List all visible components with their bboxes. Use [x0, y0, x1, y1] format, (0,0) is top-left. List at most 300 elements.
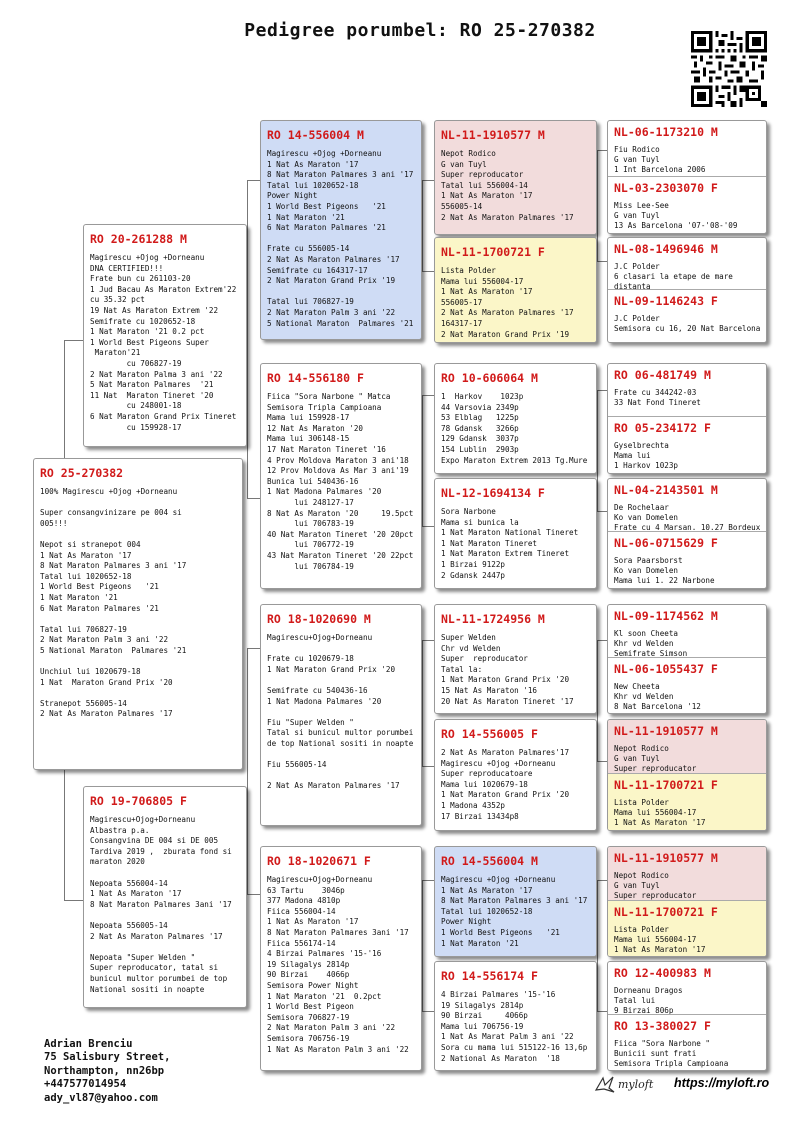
note-line: 1 Nat As Maraton '17 — [614, 945, 706, 954]
notes — [614, 682, 762, 712]
note-line: Mama lui 556004-17 — [614, 808, 697, 817]
note-line — [40, 614, 238, 625]
note-line: Sora Paarsborst — [614, 556, 683, 565]
brand — [594, 1075, 774, 1095]
note-line — [90, 942, 242, 953]
note-line: Ko van Domelen — [614, 566, 679, 575]
note-line: Tatal lui 706827-19 — [40, 624, 127, 634]
card-pair-dsd[interactable] — [607, 719, 767, 831]
note-line — [267, 771, 417, 782]
note-line: 6 Nat Maraton Palmares '21 — [267, 223, 386, 233]
note-line: lui 706772-19 — [267, 540, 354, 550]
note-line: 1 Nat Maraton Grand Prix '20 — [441, 790, 570, 800]
pigeon-id: NL-03-2303070 F — [614, 181, 718, 195]
note-line: Consangvina DE 004 si DE 005 — [90, 836, 219, 846]
card-ssd[interactable] — [434, 237, 597, 343]
note-line: de top National sositi in noapte — [267, 738, 414, 748]
note-line — [267, 234, 417, 245]
card-ss[interactable] — [260, 120, 422, 340]
note-line: Semisora cu 16, 20 Nat Barcelona — [614, 324, 761, 333]
note-line: Maraton'21 — [90, 348, 141, 358]
card-dsdd[interactable] — [608, 773, 766, 831]
notes — [614, 986, 762, 1014]
brand-url-link[interactable]: https://myloft.ro — [674, 1076, 770, 1090]
note-line: Magirescu+Ojog+Dorneanu — [267, 633, 373, 642]
note-line: Magirescu +Ojog +Dorneanu — [267, 149, 382, 158]
note-line: lui 706784-19 — [267, 561, 354, 571]
note-line: 1 Nat Maraton '21 0.2pct — [267, 991, 382, 1001]
note-line: Mama lui 556004-17 — [614, 935, 697, 944]
card-pair-dd[interactable] — [607, 478, 767, 589]
pigeon-id: NL-11-1700721 F — [614, 778, 718, 792]
note-line: 15 Nat As Maraton '16 — [441, 685, 538, 695]
notes — [614, 503, 762, 531]
note-line: 2 Nat As Maraton Palmares '17 — [267, 781, 400, 791]
note-line: Sora Narbone — [441, 507, 496, 516]
pigeon-id: RO 13-380027 F — [614, 1019, 711, 1033]
card-sds[interactable] — [434, 363, 597, 474]
note-line: cu 248001-18 — [90, 401, 182, 411]
note-line: De Rochelaar — [614, 503, 669, 512]
notes — [267, 633, 417, 792]
note-line: 1 Nat As Maraton '17 — [40, 550, 132, 560]
note-line: 1 Nat As Maraton '17 — [267, 159, 359, 169]
note-line: Nepot Rodico — [614, 871, 669, 880]
note-line: G van Tuyl — [614, 881, 660, 890]
note-line — [40, 529, 238, 540]
note-line: 2 Nat As Maraton Palmares'17 — [441, 748, 570, 757]
pigeon-id: RO 14-556004 M — [441, 854, 538, 868]
note-line — [40, 688, 238, 699]
note-line: Super reproducator — [441, 654, 528, 664]
note-line: 19 Nat As Maraton Extrem '22 — [90, 305, 219, 315]
note-line: 8 Nat Barcelona '12 — [614, 702, 701, 711]
note-line: 005!!! — [40, 518, 68, 528]
note-line: 1 Nat As Maraton '17 — [441, 191, 533, 201]
card-sss[interactable] — [434, 120, 597, 235]
note-line: 40 Nat Maraton Tineret '20 20pct — [267, 529, 414, 539]
note-line: Nepoata "Super Welden " — [90, 952, 196, 962]
note-line: Nepot Rodico — [614, 744, 669, 753]
note-line: Magirescu +Ojog +Dorneanu — [441, 758, 556, 768]
note-line: Tatal lui 556004-14 — [441, 180, 528, 190]
note-line: cu 35.32 pct — [90, 295, 145, 305]
note-line: 6 Nat Maraton Palmares '21 — [40, 603, 159, 613]
note-line: 20 Nat As Maraton Tineret '17 — [441, 696, 574, 706]
note-line: maraton 2020 — [90, 857, 145, 867]
note-line: 8 Nat Maraton Palmares 3 ani '17 — [40, 561, 187, 571]
note-line: Nepot Rodico — [441, 149, 496, 158]
notes — [614, 556, 762, 586]
note-line: G van Tuyl — [441, 159, 487, 169]
notes — [267, 149, 417, 329]
note-line: 4 Birzai Palmares '15-'16 — [441, 990, 556, 999]
card-pair-dds[interactable] — [607, 846, 767, 957]
note-line: 6 clasari la etape de mare — [614, 272, 733, 281]
note-line: 1 Nat As Maraton '17 — [441, 287, 533, 297]
notes — [90, 253, 242, 433]
note-line: Mama lui 556004-17 — [441, 276, 524, 286]
notes — [614, 201, 762, 231]
note-line: 1 World Best Pigeons '21 — [267, 201, 386, 211]
note-line: 90 Birzai 4066p — [267, 970, 350, 980]
card-sdds[interactable] — [608, 479, 766, 531]
note-line: Power Night — [441, 917, 492, 927]
pigeon-id: RO 14-556174 F — [441, 969, 538, 983]
note-line: Frate cu 556005-14 — [267, 244, 350, 254]
note-line: Tardiva 2019 , zburata fond si — [90, 846, 232, 856]
note-line: Mama lui 306148-15 — [267, 434, 350, 444]
note-line: 19 Silagalys 2814p — [441, 1000, 524, 1010]
note-line: 1 Nat Maraton National Tineret — [441, 528, 579, 538]
owner-city: Northampton, nn26bp — [44, 1064, 165, 1077]
notes — [614, 314, 762, 334]
card-ddd[interactable] — [434, 961, 597, 1071]
note-line — [267, 675, 417, 686]
note-line: 11 Nat Maraton Tineret '20 — [90, 390, 214, 400]
note-line: 5 National Maraton Palmares '21 — [267, 318, 414, 328]
pigeon-id: NL-11-1910577 M — [614, 851, 718, 865]
note-line: Mama si bunica la — [441, 517, 519, 527]
note-line: Khr vd Welden — [614, 692, 674, 701]
pigeon-id: RO 12-400983 M — [614, 966, 711, 980]
note-line: Mama lui 1020679-18 — [441, 779, 528, 789]
note-line: 19 Silagalys 2814p — [267, 959, 350, 969]
card-subject[interactable] — [33, 458, 243, 770]
note-line: 5 Nat Maraton Palmares '21 — [90, 380, 214, 390]
card-sssd[interactable] — [608, 176, 766, 234]
card-pair-dss[interactable] — [607, 604, 767, 714]
note-line: Semisora Power Night — [267, 980, 359, 990]
notes — [614, 798, 762, 828]
note-line: 17 Birzai 13434p8 — [441, 811, 519, 821]
note-line: 2 Nat Maraton Palma 3 ani '22 — [90, 369, 223, 379]
pigeon-id: NL-06-1055437 F — [614, 662, 718, 676]
connector-subject-dam — [64, 770, 85, 901]
note-line: 556005-14 — [441, 201, 483, 211]
note-line: 8 Nat As Maraton '20 19.5pct — [267, 508, 414, 518]
owner-name: Adrian Brenciu — [44, 1038, 133, 1050]
pigeon-id: RO 14-556004 M — [267, 128, 364, 142]
note-line: Gyselbrechta — [614, 441, 669, 450]
pigeon-logo-icon — [594, 1075, 616, 1095]
pigeon-id: RO 19-706805 F — [90, 794, 187, 808]
notes — [441, 507, 592, 581]
note-line: Fiu "Super Welden " — [267, 717, 354, 727]
note-line: Chr vd Welden — [441, 643, 501, 653]
note-line — [267, 707, 417, 718]
note-line: 154 Lublin 2903p — [441, 444, 519, 454]
note-line: 1 Nat Maraton '21 — [441, 938, 519, 948]
note-line: 8 Nat Maraton Palmares 3 ani '17 — [267, 170, 414, 180]
note-line — [40, 657, 238, 668]
note-line: New Cheeta — [614, 682, 660, 691]
note-line: Magirescu +Ojog +Dorneanu — [441, 875, 556, 884]
card-sdsd[interactable] — [608, 416, 766, 474]
note-line: Kl soon Cheeta — [614, 629, 679, 638]
card-sdss[interactable] — [608, 364, 766, 416]
note-line: bunicul multor porumbei de top — [90, 973, 228, 983]
owner-email[interactable]: ady_vl87@yahoo.com — [44, 1091, 158, 1104]
note-line: 2 Nat As Maraton Palmares '17 — [90, 931, 223, 941]
note-line: 1 Nat As Maraton '17 — [90, 889, 182, 899]
note-line: Fiu Rodico — [614, 145, 660, 154]
pigeon-id: RO 18-1020671 F — [267, 854, 371, 868]
note-line: 13 As Barcelona '07-'08-'09 — [614, 221, 738, 230]
owner-contact — [44, 1038, 170, 1105]
note-line: Fiica "Sora Narbone " — [614, 1039, 711, 1048]
note-line: 9 Birzai 806p — [614, 1006, 674, 1014]
pigeon-id: NL-11-1724956 M — [441, 612, 545, 626]
note-line: 2 Nat Maraton Palm 3 ani '22 — [40, 635, 169, 645]
note-line: 1 Nat As Maraton Palm 3 ani '22 — [267, 1044, 409, 1054]
notes — [614, 1039, 762, 1069]
note-line: Fiica 556174-14 — [267, 938, 336, 948]
pigeon-id: NL-09-1174562 M — [614, 609, 718, 623]
note-line: 2 Nat As Maraton Palmares '17 — [40, 709, 173, 719]
note-line: 1 Nat Maraton Extrem Tineret — [441, 549, 570, 559]
note-line: 8 Nat Maraton Palmares 3ani '17 — [90, 899, 232, 909]
note-line: Mama lui 159928-17 — [267, 413, 350, 423]
note-line: 4 Prov Moldova Maraton 3 ani'18 — [267, 455, 409, 465]
note-line: 1 Harkov 1023p — [614, 461, 679, 470]
card-pair-ds[interactable] — [607, 363, 767, 474]
note-line: Frate bun cu 261103-20 — [90, 274, 191, 284]
brand-logo-text: myloft — [618, 1078, 654, 1091]
notes — [614, 262, 762, 289]
card-dddd[interactable] — [608, 1014, 766, 1071]
note-line: 53 Elblag 1225p — [441, 413, 519, 423]
note-line — [90, 868, 242, 879]
note-line: 377 Madona 4810p — [267, 896, 341, 906]
note-line: 4 Birzai Palmares '15-'16 — [267, 949, 382, 959]
pigeon-id: NL-06-1173210 M — [614, 125, 718, 139]
note-line: Mama lui 706756-19 — [441, 1021, 524, 1031]
pigeon-id: NL-12-1694134 F — [441, 486, 545, 500]
pigeon-id: NL-06-0715629 F — [614, 536, 718, 550]
note-line: Tatal lui 1020652-18 — [40, 571, 132, 581]
pigeon-id: NL-09-1146243 F — [614, 294, 718, 308]
note-line: Super reproducator — [441, 170, 524, 180]
note-line: 100% Magirescu +Ojog +Dorneanu — [40, 487, 178, 496]
note-line: Frate cu 4 Marsan. 10.27 Bordeux — [614, 523, 761, 531]
note-line: Semifrate cu 1020652-18 — [90, 316, 196, 326]
notes — [441, 633, 592, 707]
note-line: 1 Harkov 1023p — [441, 392, 524, 401]
note-line: 78 Gdansk 3266p — [441, 423, 519, 433]
pigeon-id: RO 14-556005 F — [441, 727, 538, 741]
note-line: 2 National As Maraton '18 — [441, 1053, 560, 1063]
note-line: G van Tuyl — [614, 155, 660, 164]
note-line: 1 Nat Maraton Grand Prix '20 — [40, 677, 173, 687]
note-line: 1 Nat Maraton Tineret — [441, 538, 538, 548]
note-line: 1 Nat Madona Palmares '20 — [267, 696, 382, 706]
note-line: 17 Nat Maraton Tineret '16 — [267, 444, 386, 454]
note-line: 2 Nat As Maraton Palmares '17 — [441, 212, 574, 222]
note-line: Stranepot 556005-14 — [40, 698, 127, 708]
note-line: Power Night — [267, 191, 318, 201]
note-line: 1 Nat As Maraton '17 — [267, 917, 359, 927]
pigeon-id: RO 14-556180 F — [267, 371, 364, 385]
pigeon-id: NL-08-1496946 M — [614, 242, 718, 256]
note-line: Fiica "Sora Narbone " Matca — [267, 392, 391, 401]
owner-phone: +447577014954 — [44, 1078, 127, 1091]
note-line: 556005-17 — [441, 297, 483, 307]
note-line: Semisora Tripla Campioana — [267, 402, 382, 412]
note-line: 1 Jud Bacau As Maraton Extrem'22 — [90, 284, 237, 294]
note-line: G van Tuyl — [614, 754, 660, 763]
note-line: Mama lui 1. 22 Narbone — [614, 576, 715, 585]
card-ssss[interactable] — [608, 121, 766, 176]
note-line: Lista Polder — [614, 925, 669, 934]
note-line: Sora cu mama lui 515122-16 13,6p — [441, 1042, 588, 1052]
notes — [40, 487, 238, 720]
note-line: 2 Nat As Maraton Palmares '17 — [441, 308, 574, 318]
card-dsds[interactable] — [608, 720, 766, 773]
note-line: Tatal la: — [441, 664, 483, 674]
pigeon-id: NL-04-2143501 M — [614, 483, 718, 497]
notes — [614, 925, 762, 955]
note-line: Semifrate Simson — [614, 649, 688, 657]
note-line: cu 159928-17 — [90, 422, 182, 432]
note-line: Super reproducatoare — [441, 769, 533, 779]
note-line — [267, 750, 417, 761]
note-line: Lista Polder — [614, 798, 669, 807]
notes — [614, 744, 762, 773]
note-line: Unchiul lui 1020679-18 — [40, 667, 141, 677]
note-line: Fiu 556005-14 — [267, 760, 327, 770]
pigeon-id: NL-11-1700721 F — [441, 245, 545, 259]
card-ds[interactable] — [260, 604, 422, 826]
card-pair-ddd[interactable] — [607, 961, 767, 1071]
card-dsd[interactable] — [434, 719, 597, 831]
owner-street: 75 Salisbury Street, — [44, 1051, 171, 1064]
notes — [267, 875, 417, 1055]
notes — [441, 392, 592, 466]
note-line: 2 Nat Maraton Grand Prix '19 — [441, 329, 570, 339]
note-line: 1 Nat Maraton '21 — [267, 212, 345, 222]
card-sd[interactable] — [260, 363, 422, 589]
note-line: 1 Madona 4352p — [441, 800, 506, 810]
note-line: Albastra p.a. — [90, 825, 150, 835]
note-line: 2 Gdansk 2447p — [441, 570, 506, 580]
note-line: 33 Nat Fond Tineret — [614, 398, 701, 407]
note-line: 1 Nat Maraton '21 0.2 pct — [90, 327, 205, 337]
note-line: Nepoata 556004-14 — [90, 878, 168, 888]
note-line: Dorneanu Dragos — [614, 986, 683, 995]
note-line: 2 Nat Maraton Grand Prix '19 — [267, 276, 396, 286]
note-line: lui 248127-17 — [267, 497, 354, 507]
card-dam[interactable] — [83, 786, 247, 1008]
note-line: 5 National Maraton Palmares '21 — [40, 645, 187, 655]
card-dsss[interactable] — [608, 605, 766, 657]
note-line — [267, 644, 417, 655]
note-line: Semifrate cu 540436-16 — [267, 685, 368, 695]
note-line: Tatal lui — [614, 996, 656, 1005]
note-line: Frate cu 1020679-18 — [267, 654, 354, 664]
pigeon-id: RO 10-606064 M — [441, 371, 538, 385]
card-dssd[interactable] — [608, 657, 766, 714]
note-line: 8 Nat Maraton Palmares 3 ani '17 — [441, 896, 588, 906]
note-line: Magirescu+Ojog+Dorneanu — [267, 875, 373, 884]
note-line: Super consangvinizare pe 004 si — [40, 508, 182, 518]
note-line: Super reproducator — [614, 891, 697, 900]
note-line: 1 Nat As Maraton '17 — [441, 885, 533, 895]
note-line: 1 World Best Pigeon — [267, 1002, 354, 1012]
note-line: 63 Tartu 3046p — [267, 885, 345, 895]
note-line: Tatal lui 1020652-18 — [441, 906, 533, 916]
notes — [90, 815, 242, 995]
card-sdd[interactable] — [434, 478, 597, 589]
note-line: Frate cu 344242-03 — [614, 388, 697, 397]
note-line: 1 Nat Maraton '21 — [40, 592, 118, 602]
note-line: 2 Nat As Maraton Palmares '17 — [267, 254, 400, 264]
note-line: 1 Birzai 9122p — [441, 559, 506, 569]
page-title: Pedigree porumbel: RO 25-270382 — [244, 20, 596, 41]
note-line: J.C Polder — [614, 314, 660, 323]
note-line: 1 Nat Maraton Grand Prix '20 — [267, 664, 396, 674]
notes — [614, 629, 762, 657]
card-pair-sd[interactable] — [607, 237, 767, 343]
card-pair-ss[interactable] — [607, 120, 767, 234]
note-line: 1 Nat Maraton Grand Prix '20 — [441, 675, 570, 685]
note-line: Super reproducator — [614, 764, 697, 773]
notes — [614, 145, 762, 175]
connector-subject-sire — [64, 340, 85, 461]
note-line: G van Tuyl — [614, 211, 660, 220]
note-line: distanta — [614, 282, 651, 289]
pigeon-id: NL-11-1700721 F — [614, 905, 718, 919]
note-line: Magirescu+Ojog+Dorneanu — [90, 815, 196, 824]
note-line: Semisora 706827-19 — [267, 1012, 350, 1022]
card-ssds[interactable] — [608, 238, 766, 289]
note-line: 1 Nat Madona Palmares '20 — [267, 487, 382, 497]
note-line: Super Welden — [441, 633, 496, 642]
note-line: Tatal lui 706827-19 — [267, 297, 354, 307]
note-line: 164317-17 — [441, 318, 483, 328]
card-dd[interactable] — [260, 846, 422, 1071]
note-line: lui 706783-19 — [267, 519, 354, 529]
card-ssdd[interactable] — [608, 289, 766, 343]
card-dds[interactable] — [434, 846, 597, 957]
note-line: Mama lui — [614, 451, 651, 460]
card-dss[interactable] — [434, 604, 597, 714]
note-line: 6 Nat Maraton Grand Prix Tineret — [90, 411, 237, 421]
note-line: 44 Varsovia 2349p — [441, 402, 519, 412]
card-ddsd[interactable] — [608, 900, 766, 957]
note-line: 1 World Best Pigeons Super — [90, 337, 209, 347]
note-line: Semisora Tripla Campioana — [614, 1059, 729, 1068]
note-line: 1 Nat As Marat Palm 3 ani '22 — [441, 1032, 574, 1042]
note-line: Bunicii sunt frati — [614, 1049, 697, 1058]
note-line: 1 World Best Pigeons '21 — [40, 582, 159, 592]
notes — [441, 875, 592, 949]
note-line — [267, 287, 417, 298]
note-line: 8 Nat Maraton Palmares 3ani '17 — [267, 927, 409, 937]
note-line: 90 Birzai 4066p — [441, 1011, 528, 1021]
note-line: 2 Nat Maraton Palm 3 ani '22 — [267, 307, 396, 317]
card-sddd[interactable] — [608, 531, 766, 589]
card-ddds[interactable] — [608, 962, 766, 1014]
card-ddss[interactable] — [608, 847, 766, 900]
notes — [441, 748, 592, 822]
card-sire[interactable] — [83, 224, 247, 447]
note-line: 2 Nat Maraton Palm 3 ani '22 — [267, 1023, 396, 1033]
notes — [614, 441, 762, 471]
note-line: Tatal lui 1020652-18 — [267, 180, 359, 190]
note-line: Semifrate cu 164317-17 — [267, 265, 368, 275]
note-line — [40, 498, 238, 509]
